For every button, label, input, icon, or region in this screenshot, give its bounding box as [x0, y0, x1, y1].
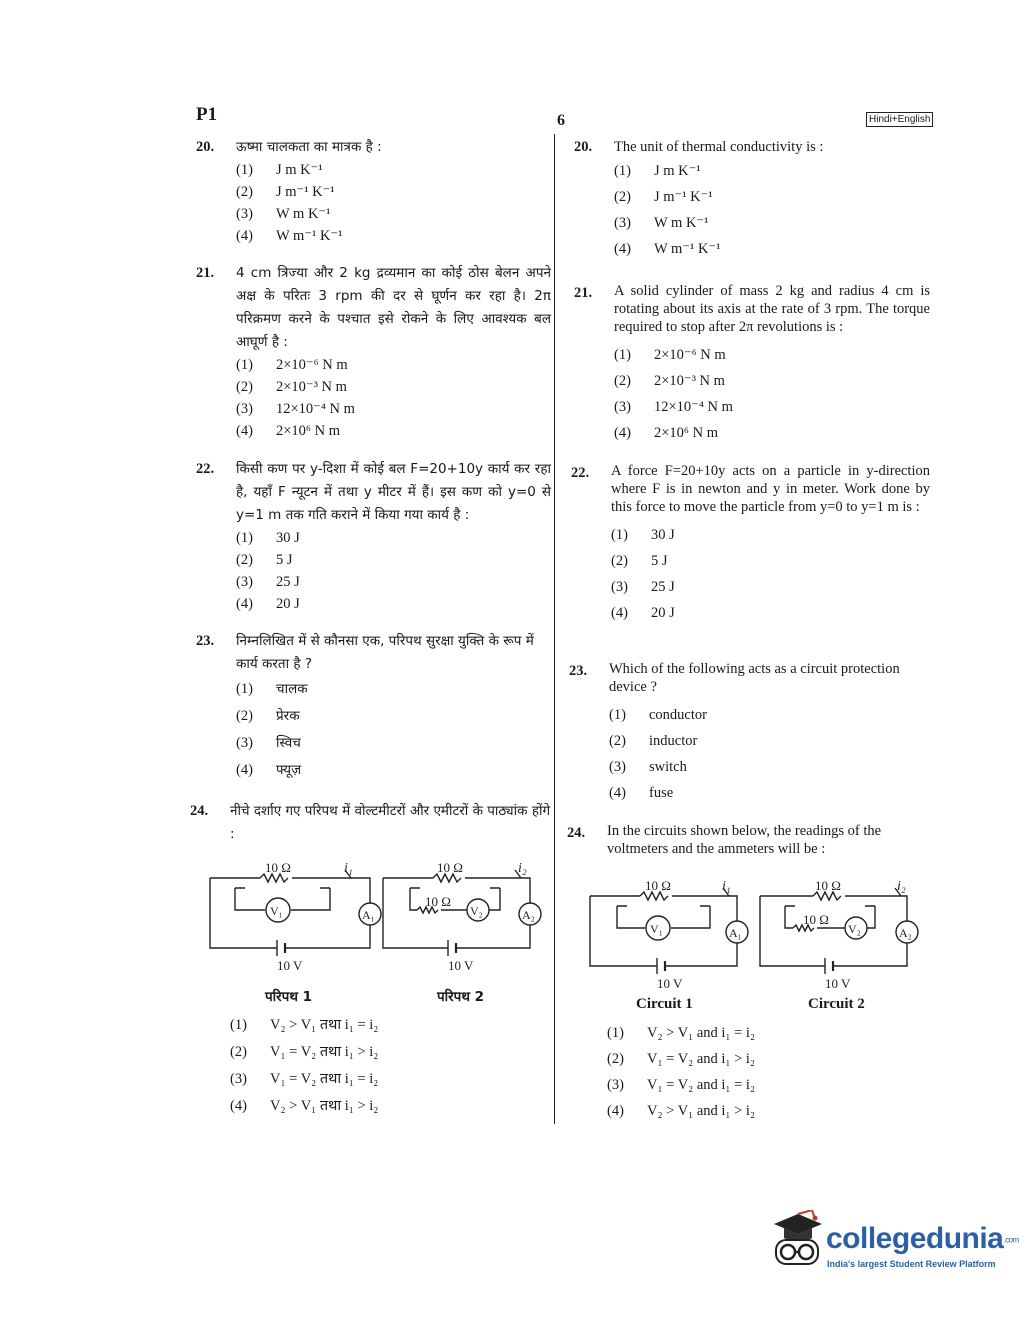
hindi-question-24-options — [190, 1012, 520, 1120]
option: (1) J m K⁻¹ — [236, 162, 323, 178]
option: (1) J m K⁻¹ — [614, 163, 701, 179]
resistor-3-label: 10 Ω — [803, 912, 829, 927]
hindi-question-24 — [190, 800, 552, 846]
option: (4) fuse — [609, 785, 674, 801]
circuit-1 — [210, 870, 381, 956]
english-question-22 — [571, 462, 930, 626]
resistor-2-label: 10 Ω — [815, 878, 841, 893]
circuit-2-caption: परिपथ 2 — [437, 989, 485, 1005]
question-text: Which of the following acts as a circuit protection device ? — [609, 661, 900, 695]
option: (3) 12×10⁻⁴ N m — [236, 401, 355, 417]
option: (1) V₂ > V₁ and i₁ = i₂ — [607, 1025, 755, 1041]
current-2-label: i₂ — [518, 861, 527, 876]
ammeter-1-label: A₁ — [362, 908, 375, 922]
option: (2) V₁ = V₂ तथा i₁ > i₂ — [230, 1044, 379, 1060]
option: (3) W m K⁻¹ — [236, 206, 331, 222]
resistor-1-label: 10 Ω — [645, 878, 671, 893]
option: (1) V₂ > V₁ तथा i₁ = i₂ — [230, 1017, 379, 1033]
option: (4) 20 J — [611, 605, 675, 621]
option: (2) 5 J — [611, 553, 668, 569]
battery-1-label: 10 V — [277, 958, 303, 973]
circuit-1-caption: परिपथ 1 — [265, 989, 313, 1005]
hindi-question-23 — [196, 630, 551, 784]
option: (4) 2×10⁶ N m — [614, 425, 718, 441]
option: (4) 20 J — [236, 596, 300, 612]
hindi-circuit-diagrams — [205, 858, 545, 978]
question-text: 4 cm त्रिज्या और 2 kg द्रव्यमान का कोई ठोस बेलन अपने अक्ष के परितः 3 rpm की दर से घूर्णन कर रहा है। 2π परिक्रमण करने के पश्चात इसे रोकने के लिए आवश्यक बल आघूर्ण है : — [236, 265, 551, 350]
question-text: नीचे दर्शाए गए परिपथ में वोल्टमीटरों और एमीटरों के पाठ्यांक होंगे : — [230, 803, 551, 842]
question-number: 20. — [574, 139, 593, 155]
hindi-question-20 — [196, 136, 551, 247]
english-question-23 — [569, 660, 930, 806]
question-text: ऊष्मा चालकता का मात्रक है : — [236, 139, 382, 155]
english-question-24-options — [567, 1020, 897, 1124]
page-number: 6 — [557, 112, 565, 129]
hindi-question-22 — [196, 458, 551, 615]
resistor-1 — [640, 892, 668, 900]
logo-wordmark: collegedunia.com — [826, 1222, 1019, 1255]
english-question-20 — [574, 136, 930, 262]
option: (3) V₁ = V₂ तथा i₁ = i₂ — [230, 1071, 379, 1087]
question-number: 24. — [567, 825, 586, 841]
option: (1) 30 J — [236, 530, 300, 546]
option: (2) inductor — [609, 733, 698, 749]
option: (3) switch — [609, 759, 687, 775]
current-1-label: i₁ — [722, 879, 731, 894]
question-number: 23. — [569, 663, 588, 679]
voltmeter-1-label: V₁ — [650, 922, 663, 936]
option: (4) W m⁻¹ K⁻¹ — [236, 228, 343, 244]
resistor-2 — [813, 892, 841, 900]
resistor-1-label: 10 Ω — [265, 860, 291, 875]
option: (2) V₁ = V₂ and i₁ > i₂ — [607, 1051, 755, 1067]
circuit-1-caption: Circuit 1 — [636, 996, 693, 1012]
voltmeter-2-label: V₂ — [848, 922, 861, 936]
logo-tagline: India's largest Student Review Platform — [827, 1259, 996, 1269]
resistor-2-label: 10 Ω — [437, 860, 463, 875]
english-circuit-diagrams — [585, 876, 925, 996]
question-text: A solid cylinder of mass 2 kg and radius 4 cm is rotating about its axis at the rate of 3 rpm. The torque required to stop after 2π revolutions is : — [614, 283, 930, 335]
hindi-question-21 — [196, 262, 551, 442]
resistor-2 — [433, 874, 461, 882]
question-text: किसी कण पर y-दिशा में कोई बल F=20+10y कार्य कर रहा है, यहाँ F न्यूटन में तथा y मीटर में हैं। इस कण को y=0 से y=1 m तक गति कराने में किया गया कार्य है : — [236, 461, 551, 523]
ammeter-2-label: A₂ — [899, 926, 912, 940]
battery-2-label: 10 V — [825, 976, 851, 991]
question-number: 21. — [196, 265, 215, 281]
option: (2) 2×10⁻³ N m — [614, 373, 725, 389]
circuit-svg — [205, 858, 545, 973]
circuit-2 — [760, 888, 918, 974]
option: (2) 2×10⁻³ N m — [236, 379, 347, 395]
circuit-1 — [590, 888, 748, 974]
current-1-label: i₁ — [344, 861, 353, 876]
option: (4) V₂ > V₁ तथा i₁ > i₂ — [230, 1098, 379, 1114]
question-number: 24. — [190, 803, 209, 819]
option: (4) 2×10⁶ N m — [236, 423, 340, 439]
question-number: 20. — [196, 139, 215, 155]
battery-1-label: 10 V — [657, 976, 683, 991]
question-text: निम्नलिखित में से कौनसा एक, परिपथ सुरक्षा युक्ति के रूप में कार्य करता है ? — [236, 633, 534, 672]
voltmeter-2-label: V₂ — [470, 904, 483, 918]
question-text: The unit of thermal conductivity is : — [614, 139, 824, 155]
battery-2-label: 10 V — [448, 958, 474, 973]
paper-code: P1 — [196, 104, 218, 125]
option: (4) W m⁻¹ K⁻¹ — [614, 241, 721, 257]
question-number: 22. — [571, 465, 590, 481]
question-number: 21. — [574, 285, 593, 301]
resistor-3-label: 10 Ω — [425, 894, 451, 909]
option: (2) J m⁻¹ K⁻¹ — [236, 184, 335, 200]
option: (1) conductor — [609, 707, 707, 723]
option: (3) V₁ = V₂ and i₁ = i₂ — [607, 1077, 755, 1093]
option: (3) 25 J — [611, 579, 675, 595]
column-divider — [554, 134, 555, 1124]
circuit-2 — [383, 870, 541, 956]
option: (1) 2×10⁻⁶ N m — [614, 347, 726, 363]
circuit-svg — [585, 876, 925, 991]
question-text: A force F=20+10y acts on a particle in y-direction where F is in newton and y in meter. Work done by this force to move the particle from y=0 to y=1 m is : — [611, 463, 930, 515]
ammeter-2-label: A₂ — [522, 908, 535, 922]
collegedunia-logo-icon — [768, 1210, 826, 1277]
option: (3) 12×10⁻⁴ N m — [614, 399, 733, 415]
question-text: In the circuits shown below, the readings of the voltmeters and the ammeters will be : — [607, 823, 882, 857]
option: (1) चालक — [236, 681, 308, 697]
option: (4) V₂ > V₁ and i₁ > i₂ — [607, 1103, 755, 1119]
option: (3) W m K⁻¹ — [614, 215, 709, 231]
resistor-1 — [260, 874, 288, 882]
option: (3) स्विच — [236, 735, 301, 751]
option: (4) फ्यूज़ — [236, 762, 302, 778]
option: (1) 30 J — [611, 527, 675, 543]
option: (2) 5 J — [236, 552, 293, 568]
question-number: 22. — [196, 461, 215, 477]
option: (1) 2×10⁻⁶ N m — [236, 357, 348, 373]
language-tag: Hindi+English — [866, 112, 933, 127]
option: (3) 25 J — [236, 574, 300, 590]
ammeter-1-label: A₁ — [729, 926, 742, 940]
question-number: 23. — [196, 633, 215, 649]
option: (2) J m⁻¹ K⁻¹ — [614, 189, 713, 205]
circuit-2-caption: Circuit 2 — [808, 996, 865, 1012]
option: (2) प्रेरक — [236, 708, 300, 724]
current-2-label: i₂ — [897, 879, 906, 894]
english-question-21 — [574, 282, 930, 446]
voltmeter-1-label: V₁ — [270, 904, 283, 918]
english-question-24 — [567, 822, 930, 858]
